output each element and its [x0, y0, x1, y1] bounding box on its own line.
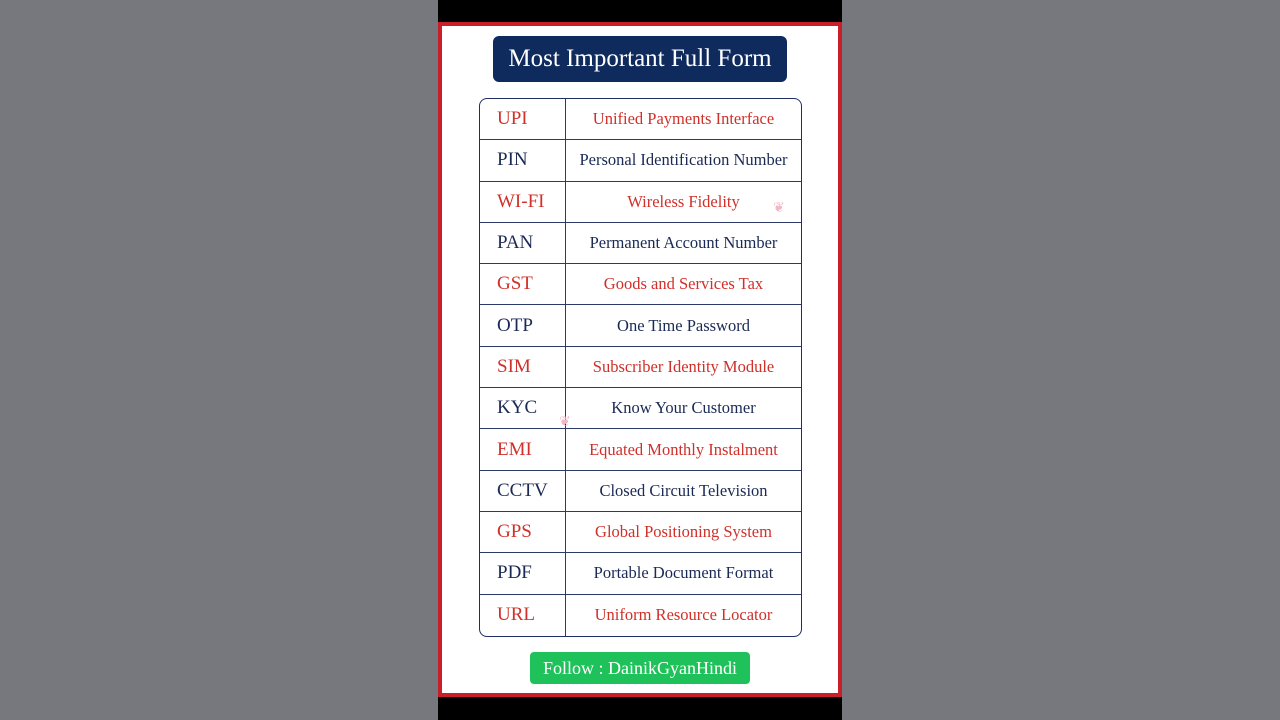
abbreviation-cell: UPI	[497, 108, 528, 130]
abbreviation-cell: GPS	[497, 521, 532, 543]
full-form-cell: Permanent Account Number	[589, 233, 778, 253]
abbreviation-cell: URL	[497, 604, 535, 626]
bird-watermark-icon: ❦	[559, 415, 571, 430]
full-form-card	[438, 22, 842, 697]
abbreviation-cell: PDF	[497, 562, 532, 584]
full-form-cell: Know Your Customer	[611, 398, 756, 418]
background-right	[842, 0, 1280, 720]
full-form-cell: Unified Payments Interface	[592, 109, 775, 129]
video-frame	[438, 0, 842, 720]
follow-badge: Follow : DainikGyanHindi	[530, 652, 750, 684]
table-row	[480, 264, 801, 305]
table-row	[480, 347, 801, 388]
abbreviation-cell: OTP	[497, 314, 533, 336]
table-row	[480, 429, 801, 470]
abbreviation-cell: PAN	[497, 232, 534, 254]
full-form-cell: Equated Monthly Instalment	[589, 439, 778, 459]
full-form-cell: Global Positioning System	[595, 522, 772, 542]
full-form-cell: Portable Document Format	[593, 563, 774, 583]
table-row	[480, 471, 801, 512]
full-form-cell: Closed Circuit Television	[599, 480, 768, 500]
table-row	[480, 182, 801, 223]
table-row	[480, 388, 801, 429]
full-form-cell: One Time Password	[617, 315, 750, 335]
full-form-cell: Wireless Fidelity	[627, 191, 740, 211]
page-title: Most Important Full Form	[493, 36, 787, 82]
table-row	[480, 512, 801, 553]
abbreviation-cell: EMI	[497, 438, 532, 460]
full-form-cell: Uniform Resource Locator	[594, 605, 773, 625]
table-row	[480, 553, 801, 594]
table-row	[480, 305, 801, 346]
table-row	[480, 223, 801, 264]
abbreviation-cell: SIM	[497, 355, 531, 377]
table-row	[480, 595, 801, 636]
table-row	[480, 99, 801, 140]
abbreviation-cell: PIN	[497, 149, 528, 171]
full-form-cell: Personal Identification Number	[579, 150, 788, 170]
background-left	[0, 0, 438, 720]
full-form-cell: Subscriber Identity Module	[592, 356, 775, 376]
full-form-cell: Goods and Services Tax	[603, 274, 764, 294]
bird-watermark-icon: ❦	[773, 201, 785, 216]
abbreviation-cell: GST	[497, 273, 533, 295]
abbreviation-cell: WI-FI	[497, 190, 545, 212]
abbreviation-cell: KYC	[497, 397, 538, 419]
abbreviation-cell: CCTV	[497, 479, 548, 501]
full-form-table	[479, 98, 802, 637]
table-row	[480, 140, 801, 181]
